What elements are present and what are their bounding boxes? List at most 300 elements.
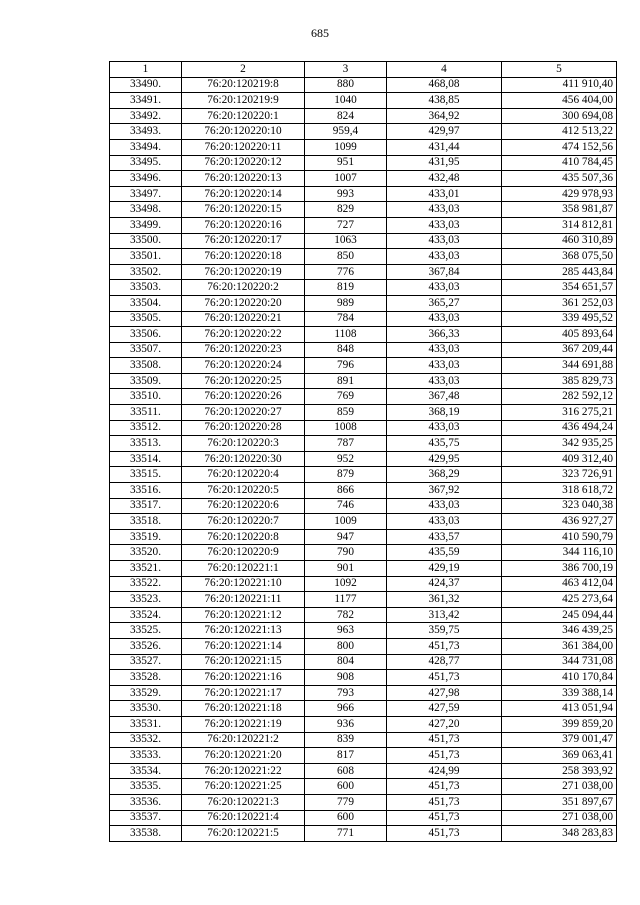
area-cell: 947 <box>305 529 387 545</box>
row-number-cell: 33493. <box>110 124 182 140</box>
value-cell: 399 859,20 <box>502 716 617 732</box>
area-cell: 1108 <box>305 327 387 343</box>
cadastral-number-cell: 76:20:120220:24 <box>182 358 305 374</box>
table-row <box>110 498 617 514</box>
area-cell: 804 <box>305 654 387 670</box>
table-row <box>110 139 617 155</box>
cadastral-number-cell: 76:20:120220:17 <box>182 233 305 249</box>
cadastral-number-cell: 76:20:120221:18 <box>182 701 305 717</box>
table-row <box>110 280 617 296</box>
row-number-cell: 33519. <box>110 529 182 545</box>
table-row <box>110 342 617 358</box>
cadastral-number-cell: 76:20:120220:19 <box>182 264 305 280</box>
rate-cell: 451,73 <box>387 779 502 795</box>
rate-cell: 451,73 <box>387 732 502 748</box>
area-cell: 850 <box>305 249 387 265</box>
cadastral-number-cell: 76:20:120220:27 <box>182 405 305 421</box>
area-cell: 959,4 <box>305 124 387 140</box>
table-row <box>110 701 617 717</box>
rate-cell: 433,57 <box>387 529 502 545</box>
table-row <box>110 685 617 701</box>
cadastral-number-cell: 76:20:120221:13 <box>182 623 305 639</box>
row-number-cell: 33495. <box>110 155 182 171</box>
row-number-cell: 33507. <box>110 342 182 358</box>
column-header-4: 4 <box>387 62 502 78</box>
rate-cell: 364,92 <box>387 108 502 124</box>
rate-cell: 451,73 <box>387 748 502 764</box>
value-cell: 435 507,36 <box>502 171 617 187</box>
row-number-cell: 33502. <box>110 264 182 280</box>
cadastral-number-cell: 76:20:120220:3 <box>182 436 305 452</box>
row-number-cell: 33497. <box>110 186 182 202</box>
row-number-cell: 33498. <box>110 202 182 218</box>
cadastral-number-cell: 76:20:120220:21 <box>182 311 305 327</box>
row-number-cell: 33528. <box>110 670 182 686</box>
table-row <box>110 217 617 233</box>
rate-cell: 438,85 <box>387 93 502 109</box>
row-number-cell: 33491. <box>110 93 182 109</box>
row-number-cell: 33523. <box>110 592 182 608</box>
cadastral-number-cell: 76:20:120220:20 <box>182 295 305 311</box>
table-row <box>110 451 617 467</box>
table-row <box>110 623 617 639</box>
column-header-3: 3 <box>305 62 387 78</box>
cadastral-number-cell: 76:20:120221:11 <box>182 592 305 608</box>
table-row <box>110 202 617 218</box>
table-row <box>110 295 617 311</box>
row-number-cell: 33494. <box>110 139 182 155</box>
cadastral-number-cell: 76:20:120220:4 <box>182 467 305 483</box>
table-row <box>110 233 617 249</box>
row-number-cell: 33530. <box>110 701 182 717</box>
rate-cell: 433,03 <box>387 498 502 514</box>
row-number-cell: 33538. <box>110 826 182 842</box>
table-row <box>110 420 617 436</box>
rate-cell: 427,98 <box>387 685 502 701</box>
area-cell: 800 <box>305 638 387 654</box>
area-cell: 784 <box>305 311 387 327</box>
table-row <box>110 716 617 732</box>
value-cell: 271 038,00 <box>502 810 617 826</box>
area-cell: 819 <box>305 280 387 296</box>
row-number-cell: 33496. <box>110 171 182 187</box>
rate-cell: 366,33 <box>387 327 502 343</box>
area-cell: 966 <box>305 701 387 717</box>
rate-cell: 433,03 <box>387 311 502 327</box>
rate-cell: 433,03 <box>387 280 502 296</box>
area-cell: 796 <box>305 358 387 374</box>
table-row <box>110 264 617 280</box>
table-header <box>110 62 617 78</box>
row-number-cell: 33535. <box>110 779 182 795</box>
area-cell: 989 <box>305 295 387 311</box>
rate-cell: 313,42 <box>387 607 502 623</box>
row-number-cell: 33503. <box>110 280 182 296</box>
area-cell: 790 <box>305 545 387 561</box>
table-row <box>110 514 617 530</box>
value-cell: 344 731,08 <box>502 654 617 670</box>
value-cell: 368 075,50 <box>502 249 617 265</box>
cadastral-number-cell: 76:20:120220:15 <box>182 202 305 218</box>
row-number-cell: 33510. <box>110 389 182 405</box>
row-number-cell: 33492. <box>110 108 182 124</box>
table-row <box>110 654 617 670</box>
cadastral-number-cell: 76:20:120221:17 <box>182 685 305 701</box>
value-cell: 474 152,56 <box>502 139 617 155</box>
row-number-cell: 33527. <box>110 654 182 670</box>
value-cell: 342 935,25 <box>502 436 617 452</box>
value-cell: 339 495,52 <box>502 311 617 327</box>
row-number-cell: 33509. <box>110 373 182 389</box>
table-row <box>110 186 617 202</box>
cadastral-number-cell: 76:20:120220:11 <box>182 139 305 155</box>
cadastral-number-cell: 76:20:120221:14 <box>182 638 305 654</box>
value-cell: 405 893,64 <box>502 327 617 343</box>
table-row <box>110 405 617 421</box>
rate-cell: 468,08 <box>387 77 502 93</box>
value-cell: 425 273,64 <box>502 592 617 608</box>
value-cell: 348 283,83 <box>502 826 617 842</box>
area-cell: 600 <box>305 810 387 826</box>
rate-cell: 431,44 <box>387 139 502 155</box>
value-cell: 463 412,04 <box>502 576 617 592</box>
table-row <box>110 529 617 545</box>
rate-cell: 367,84 <box>387 264 502 280</box>
rate-cell: 433,03 <box>387 420 502 436</box>
table-row <box>110 311 617 327</box>
value-cell: 361 252,03 <box>502 295 617 311</box>
table-row <box>110 592 617 608</box>
area-cell: 1092 <box>305 576 387 592</box>
table-row <box>110 826 617 842</box>
table-row <box>110 810 617 826</box>
area-cell: 817 <box>305 748 387 764</box>
table-row <box>110 794 617 810</box>
table-body <box>110 77 617 841</box>
cadastral-number-cell: 76:20:120220:23 <box>182 342 305 358</box>
row-number-cell: 33490. <box>110 77 182 93</box>
table-row <box>110 779 617 795</box>
cadastral-number-cell: 76:20:120220:26 <box>182 389 305 405</box>
value-cell: 344 116,10 <box>502 545 617 561</box>
value-cell: 258 393,92 <box>502 763 617 779</box>
value-cell: 369 063,41 <box>502 748 617 764</box>
cadastral-number-cell: 76:20:120220:6 <box>182 498 305 514</box>
row-number-cell: 33501. <box>110 249 182 265</box>
table-row <box>110 748 617 764</box>
area-cell: 769 <box>305 389 387 405</box>
cadastral-number-cell: 76:20:120221:19 <box>182 716 305 732</box>
area-cell: 600 <box>305 779 387 795</box>
row-number-cell: 33513. <box>110 436 182 452</box>
value-cell: 323 040,38 <box>502 498 617 514</box>
value-cell: 323 726,91 <box>502 467 617 483</box>
value-cell: 346 439,25 <box>502 623 617 639</box>
cadastral-number-cell: 76:20:120220:7 <box>182 514 305 530</box>
rate-cell: 432,48 <box>387 171 502 187</box>
cadastral-number-cell: 76:20:120220:16 <box>182 217 305 233</box>
cadastral-number-cell: 76:20:120221:16 <box>182 670 305 686</box>
cadastral-number-cell: 76:20:120220:13 <box>182 171 305 187</box>
value-cell: 410 170,84 <box>502 670 617 686</box>
row-number-cell: 33514. <box>110 451 182 467</box>
rate-cell: 427,20 <box>387 716 502 732</box>
value-cell: 354 651,57 <box>502 280 617 296</box>
value-cell: 386 700,19 <box>502 561 617 577</box>
cadastral-number-cell: 76:20:120221:10 <box>182 576 305 592</box>
rate-cell: 424,99 <box>387 763 502 779</box>
cadastral-number-cell: 76:20:120221:15 <box>182 654 305 670</box>
area-cell: 1008 <box>305 420 387 436</box>
cadastral-number-cell: 76:20:120221:1 <box>182 561 305 577</box>
cadastral-number-cell: 76:20:120221:12 <box>182 607 305 623</box>
value-cell: 282 592,12 <box>502 389 617 405</box>
cadastral-number-cell: 76:20:120220:28 <box>182 420 305 436</box>
table-row <box>110 670 617 686</box>
area-cell: 901 <box>305 561 387 577</box>
value-cell: 410 590,79 <box>502 529 617 545</box>
value-cell: 318 618,72 <box>502 483 617 499</box>
value-cell: 351 897,67 <box>502 794 617 810</box>
rate-cell: 433,03 <box>387 233 502 249</box>
rate-cell: 451,73 <box>387 794 502 810</box>
rate-cell: 451,73 <box>387 810 502 826</box>
area-cell: 1040 <box>305 93 387 109</box>
row-number-cell: 33532. <box>110 732 182 748</box>
table-row <box>110 358 617 374</box>
rate-cell: 433,03 <box>387 514 502 530</box>
rate-cell: 367,48 <box>387 389 502 405</box>
area-cell: 824 <box>305 108 387 124</box>
cadastral-number-cell: 76:20:120220:10 <box>182 124 305 140</box>
area-cell: 1177 <box>305 592 387 608</box>
value-cell: 285 443,84 <box>502 264 617 280</box>
rate-cell: 433,03 <box>387 217 502 233</box>
area-cell: 782 <box>305 607 387 623</box>
area-cell: 779 <box>305 794 387 810</box>
area-cell: 1063 <box>305 233 387 249</box>
table-row <box>110 124 617 140</box>
table-row <box>110 389 617 405</box>
rate-cell: 451,73 <box>387 826 502 842</box>
value-cell: 379 001,47 <box>502 732 617 748</box>
table-row <box>110 327 617 343</box>
row-number-cell: 33505. <box>110 311 182 327</box>
value-cell: 413 051,94 <box>502 701 617 717</box>
area-cell: 936 <box>305 716 387 732</box>
value-cell: 460 310,89 <box>502 233 617 249</box>
rate-cell: 433,03 <box>387 342 502 358</box>
rate-cell: 433,03 <box>387 249 502 265</box>
rate-cell: 431,95 <box>387 155 502 171</box>
table-row <box>110 373 617 389</box>
cadastral-number-cell: 76:20:120220:5 <box>182 483 305 499</box>
rate-cell: 451,73 <box>387 670 502 686</box>
value-cell: 314 812,81 <box>502 217 617 233</box>
rate-cell: 368,29 <box>387 467 502 483</box>
row-number-cell: 33526. <box>110 638 182 654</box>
cadastral-number-cell: 76:20:120220:2 <box>182 280 305 296</box>
page-number: 685 <box>311 26 329 40</box>
rate-cell: 367,92 <box>387 483 502 499</box>
value-cell: 436 494,24 <box>502 420 617 436</box>
rate-cell: 428,77 <box>387 654 502 670</box>
table-row <box>110 545 617 561</box>
rate-cell: 359,75 <box>387 623 502 639</box>
area-cell: 1007 <box>305 171 387 187</box>
rate-cell: 429,95 <box>387 451 502 467</box>
area-cell: 776 <box>305 264 387 280</box>
value-cell: 367 209,44 <box>502 342 617 358</box>
column-header-1: 1 <box>110 62 182 78</box>
rate-cell: 427,59 <box>387 701 502 717</box>
area-cell: 829 <box>305 202 387 218</box>
table-row <box>110 467 617 483</box>
rate-cell: 433,03 <box>387 202 502 218</box>
rate-cell: 365,27 <box>387 295 502 311</box>
row-number-cell: 33504. <box>110 295 182 311</box>
row-number-cell: 33512. <box>110 420 182 436</box>
area-cell: 1009 <box>305 514 387 530</box>
cadastral-number-cell: 76:20:120220:8 <box>182 529 305 545</box>
row-number-cell: 33520. <box>110 545 182 561</box>
value-cell: 385 829,73 <box>502 373 617 389</box>
area-cell: 793 <box>305 685 387 701</box>
cadastral-number-cell: 76:20:120220:1 <box>182 108 305 124</box>
area-cell: 771 <box>305 826 387 842</box>
row-number-cell: 33522. <box>110 576 182 592</box>
rate-cell: 433,03 <box>387 373 502 389</box>
rate-cell: 368,19 <box>387 405 502 421</box>
cadastral-number-cell: 76:20:120220:12 <box>182 155 305 171</box>
area-cell: 859 <box>305 405 387 421</box>
row-number-cell: 33508. <box>110 358 182 374</box>
value-cell: 411 910,40 <box>502 77 617 93</box>
value-cell: 316 275,21 <box>502 405 617 421</box>
data-table <box>109 61 617 842</box>
table-row <box>110 93 617 109</box>
row-number-cell: 33506. <box>110 327 182 343</box>
cadastral-number-cell: 76:20:120221:5 <box>182 826 305 842</box>
row-number-cell: 33529. <box>110 685 182 701</box>
cadastral-number-cell: 76:20:120220:22 <box>182 327 305 343</box>
row-number-cell: 33521. <box>110 561 182 577</box>
table-row <box>110 638 617 654</box>
area-cell: 908 <box>305 670 387 686</box>
value-cell: 429 978,93 <box>502 186 617 202</box>
area-cell: 787 <box>305 436 387 452</box>
value-cell: 339 388,14 <box>502 685 617 701</box>
table-row <box>110 576 617 592</box>
table-row <box>110 436 617 452</box>
value-cell: 361 384,00 <box>502 638 617 654</box>
column-header-5: 5 <box>502 62 617 78</box>
area-cell: 993 <box>305 186 387 202</box>
area-cell: 727 <box>305 217 387 233</box>
cadastral-number-cell: 76:20:120219:9 <box>182 93 305 109</box>
table-row <box>110 732 617 748</box>
table-row <box>110 483 617 499</box>
table-row <box>110 249 617 265</box>
area-cell: 1099 <box>305 139 387 155</box>
area-cell: 839 <box>305 732 387 748</box>
rate-cell: 433,01 <box>387 186 502 202</box>
area-cell: 963 <box>305 623 387 639</box>
rate-cell: 451,73 <box>387 638 502 654</box>
area-cell: 879 <box>305 467 387 483</box>
row-number-cell: 33537. <box>110 810 182 826</box>
value-cell: 245 094,44 <box>502 607 617 623</box>
cadastral-number-cell: 76:20:120221:4 <box>182 810 305 826</box>
value-cell: 436 927,27 <box>502 514 617 530</box>
row-number-cell: 33511. <box>110 405 182 421</box>
table-row <box>110 171 617 187</box>
rate-cell: 429,19 <box>387 561 502 577</box>
column-header-2: 2 <box>182 62 305 78</box>
row-number-cell: 33517. <box>110 498 182 514</box>
cadastral-number-cell: 76:20:120221:2 <box>182 732 305 748</box>
cadastral-number-cell: 76:20:120220:18 <box>182 249 305 265</box>
row-number-cell: 33533. <box>110 748 182 764</box>
value-cell: 409 312,40 <box>502 451 617 467</box>
row-number-cell: 33518. <box>110 514 182 530</box>
table-row <box>110 155 617 171</box>
area-cell: 880 <box>305 77 387 93</box>
cadastral-number-cell: 76:20:120220:14 <box>182 186 305 202</box>
rate-cell: 429,97 <box>387 124 502 140</box>
rate-cell: 424,37 <box>387 576 502 592</box>
value-cell: 456 404,00 <box>502 93 617 109</box>
cadastral-number-cell: 76:20:120221:20 <box>182 748 305 764</box>
table-row <box>110 108 617 124</box>
row-number-cell: 33499. <box>110 217 182 233</box>
row-number-cell: 33525. <box>110 623 182 639</box>
row-number-cell: 33534. <box>110 763 182 779</box>
cadastral-number-cell: 76:20:120220:25 <box>182 373 305 389</box>
value-cell: 410 784,45 <box>502 155 617 171</box>
area-cell: 951 <box>305 155 387 171</box>
cadastral-number-cell: 76:20:120221:3 <box>182 794 305 810</box>
area-cell: 746 <box>305 498 387 514</box>
table-row <box>110 607 617 623</box>
row-number-cell: 33524. <box>110 607 182 623</box>
value-cell: 344 691,88 <box>502 358 617 374</box>
cadastral-number-cell: 76:20:120220:30 <box>182 451 305 467</box>
row-number-cell: 33500. <box>110 233 182 249</box>
cadastral-number-cell: 76:20:120220:9 <box>182 545 305 561</box>
cadastral-number-cell: 76:20:120219:8 <box>182 77 305 93</box>
value-cell: 271 038,00 <box>502 779 617 795</box>
area-cell: 891 <box>305 373 387 389</box>
row-number-cell: 33536. <box>110 794 182 810</box>
rate-cell: 433,03 <box>387 358 502 374</box>
rate-cell: 435,59 <box>387 545 502 561</box>
area-cell: 608 <box>305 763 387 779</box>
value-cell: 300 694,08 <box>502 108 617 124</box>
table-row <box>110 561 617 577</box>
value-cell: 358 981,87 <box>502 202 617 218</box>
value-cell: 412 513,22 <box>502 124 617 140</box>
rate-cell: 435,75 <box>387 436 502 452</box>
table-row <box>110 763 617 779</box>
cadastral-number-cell: 76:20:120221:25 <box>182 779 305 795</box>
row-number-cell: 33516. <box>110 483 182 499</box>
table-row <box>110 77 617 93</box>
cadastral-number-cell: 76:20:120221:22 <box>182 763 305 779</box>
row-number-cell: 33515. <box>110 467 182 483</box>
header-row <box>110 62 617 78</box>
row-number-cell: 33531. <box>110 716 182 732</box>
